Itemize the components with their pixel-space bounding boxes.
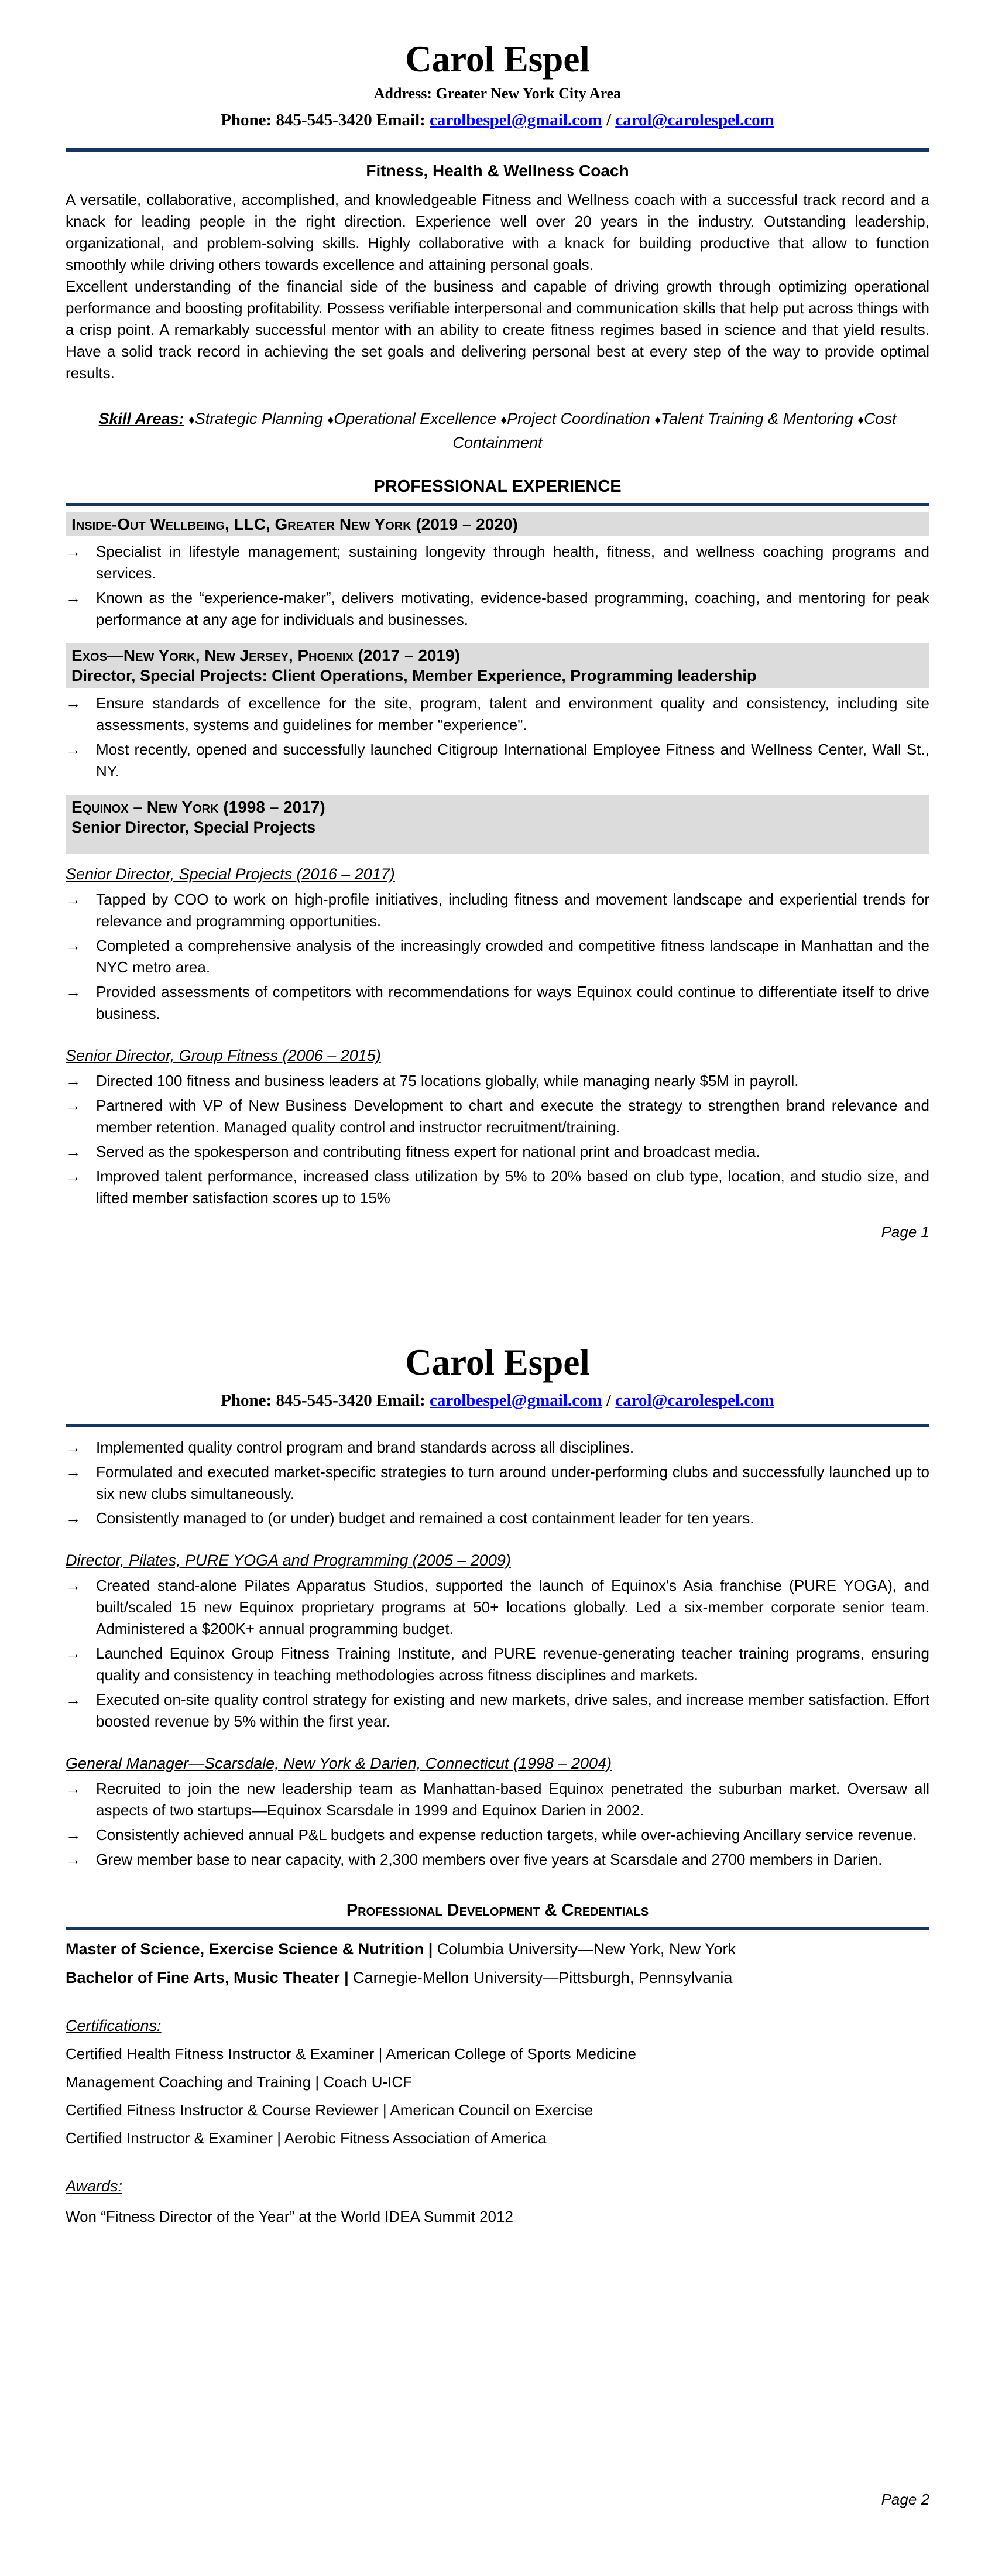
certifications-label: Certifications:	[66, 2016, 162, 2034]
arrow-bullet-icon: →	[66, 1644, 81, 1662]
arrow-bullet-icon: →	[66, 1509, 81, 1527]
company-band	[66, 512, 929, 536]
company-name: Inside-Out Wellbeing, LLC, Greater New York (2019 – 2020)	[71, 515, 518, 534]
education-item	[66, 1939, 929, 1959]
bullet-list	[66, 1437, 929, 1529]
page-number: Page 2	[881, 2491, 929, 2508]
resume-page-2	[0, 1293, 995, 2226]
arrow-bullet-icon: →	[66, 1072, 81, 1090]
diamond-bullet-icon: ♦	[500, 413, 507, 427]
phone-email-label: Phone: 845-545-3420 Email:	[221, 1390, 430, 1410]
arrow-bullet-icon: →	[66, 890, 81, 909]
bullet-list	[66, 1575, 929, 1732]
bullet-item: → Formulated and executed market-specific strategies to turn around under-performing clubs and successfully launched up to six new clubs simultaneously.	[66, 1461, 929, 1505]
arrow-bullet-icon: →	[66, 1850, 81, 1868]
skill-item: ♦Project Coordination	[500, 410, 650, 428]
arrow-bullet-icon: →	[66, 1438, 81, 1456]
bullet-item: → Launched Equinox Group Fitness Training Institute, and PURE revenue-generating teacher training programs, ensuring quality and consistency in teaching methodologies across fitness disciplines and markets.	[66, 1643, 929, 1686]
school-name: Columbia University—New York, New York	[433, 1940, 736, 1958]
job-role: Senior Director, Special Projects	[71, 818, 316, 837]
school-name: Carnegie-Mellon University—Pittsburgh, Pennsylvania	[348, 1968, 733, 1986]
horizontal-divider	[66, 503, 929, 506]
bullet-item: → Created stand-alone Pilates Apparatus Studios, supported the launch of Equinox's Asia franchise (PURE YOGA), and built/scaled 15 new Equinox proprietary programs at 50+ locations globally. Led a six-member corporate senior team. Administered a $200K+ annual programming budget.	[66, 1575, 929, 1640]
skill-areas-line	[66, 407, 929, 454]
page-title: Carol Espel	[405, 39, 590, 80]
role-headline: Fitness, Health & Wellness Coach	[366, 162, 629, 180]
arrow-bullet-icon: →	[66, 1825, 81, 1844]
horizontal-divider	[66, 1927, 929, 1930]
section-title-credentials: Professional Development & Credentials	[346, 1900, 649, 1920]
bullet-item: → Consistently managed to (or under) budget and remained a cost containment leader for ten years.	[66, 1508, 929, 1529]
job-role: Director, Special Projects: Client Operations, Member Experience, Programming leadership	[71, 667, 757, 685]
summary-paragraph: A versatile, collaborative, accomplished, and knowledgeable Fitness and Wellness coach with a successful track record and a knack for leading people in the right direction. Experience well over 20 years in the industry. Outstanding leadership, organizational, and problem-solving skills. Highly collaborative with a knack for building productive that allow to function smoothly while driving others towards excellence and attaining personal goals.	[66, 191, 929, 274]
subrole-title: Senior Director, Special Projects (2016 – 2017)	[66, 865, 395, 883]
bullet-item: → Implemented quality control program and brand standards across all disciplines.	[66, 1437, 929, 1458]
arrow-bullet-icon: →	[66, 1779, 81, 1797]
arrow-bullet-icon: →	[66, 1462, 81, 1481]
arrow-bullet-icon: →	[66, 694, 81, 712]
bullet-item: → Known as the “experience-maker”, delivers motivating, evidence-based programming, coaching, and mentoring for peak performance at any age for individuals and businesses.	[66, 587, 929, 631]
bullet-item: → Improved talent performance, increased class utilization by 5% to 20% based on club type, location, and studio size, and lifted member satisfaction scores up to 15%	[66, 1166, 929, 1209]
degree-name: Bachelor of Fine Arts, Music Theater |	[66, 1968, 349, 1986]
bullet-item: → Ensure standards of excellence for the site, program, talent and environment quality and consistency, including site assessments, systems and guidelines for member "experience".	[66, 693, 929, 736]
summary-paragraph: Excellent understanding of the financial side of the business and capable of driving growth through optimizing operational performance and boosting profitability. Possess verifiable interpersonal and communication skills that help put across things with a crisp point. A remarkably successful mentor with an ability to create fitness regimes based in science and that yield results. Have a solid track record in achieving the set goals and delivering personal best at every step of the way to provide optimal results.	[66, 278, 929, 382]
arrow-bullet-icon: →	[66, 543, 81, 561]
skill-areas-label: Skill Areas:	[98, 410, 184, 428]
email-link-primary[interactable]: carolbespel@gmail.com	[430, 111, 602, 130]
bullet-item: → Partnered with VP of New Business Development to chart and execute the strategy to strengthen brand relevance and member retention. Managed quality control and instructor recruitment/training.	[66, 1095, 929, 1138]
arrow-bullet-icon: →	[66, 1167, 81, 1186]
address-line: Address: Greater New York City Area	[373, 84, 622, 102]
arrow-bullet-icon: →	[66, 1576, 81, 1594]
certification-item: Certified Fitness Instructor & Course Reviewer | American Council on Exercise	[66, 2101, 593, 2119]
bullet-item: → Recruited to join the new leadership team as Manhattan-based Equinox penetrated the suburban market. Oversaw all aspects of two startups—Equinox Scarsdale in 1999 and Equinox Darien in 2002.	[66, 1778, 929, 1821]
bullet-list	[66, 1778, 929, 1871]
skill-item: ♦Operational Excellence	[327, 410, 496, 428]
horizontal-divider	[66, 1424, 929, 1427]
subrole-title: Senior Director, Group Fitness (2006 – 2015)	[66, 1047, 381, 1065]
diamond-bullet-icon: ♦	[857, 413, 864, 427]
contact-line	[66, 1389, 929, 1412]
email-link-secondary[interactable]: carol@carolespel.com	[615, 111, 774, 130]
horizontal-divider	[66, 148, 929, 152]
bullet-item: → Grew member base to near capacity, with 2,300 members over five years at Scarsdale and 2700 members in Darien.	[66, 1849, 929, 1871]
section-title-experience: PROFESSIONAL EXPERIENCE	[373, 477, 622, 496]
bullet-item: → Most recently, opened and successfully launched Citigroup International Employee Fitness and Wellness Center, Wall St., NY.	[66, 739, 929, 782]
skill-item: ♦Talent Training & Mentoring	[654, 410, 853, 428]
subrole-title: General Manager—Scarsdale, New York & Darien, Connecticut (1998 – 2004)	[66, 1754, 612, 1772]
arrow-bullet-icon: →	[66, 741, 81, 759]
arrow-bullet-icon: →	[66, 1143, 81, 1161]
company-band	[66, 643, 929, 688]
certification-item: Management Coaching and Training | Coach U-ICF	[66, 2073, 413, 2091]
degree-name: Master of Science, Exercise Science & Nutrition |	[66, 1940, 433, 1958]
award-item: Won “Fitness Director of the Year” at the World IDEA Summit 2012	[66, 2207, 513, 2225]
education-item	[66, 1968, 929, 1988]
arrow-bullet-icon: →	[66, 1097, 81, 1115]
bullet-item: → Consistently achieved annual P&L budgets and expense reduction targets, while over-achieving Ancillary service revenue.	[66, 1824, 929, 1846]
email-link-primary[interactable]: carolbespel@gmail.com	[430, 1390, 602, 1410]
contact-line	[66, 109, 929, 132]
awards-label: Awards:	[66, 2177, 123, 2195]
bullet-item: → Served as the spokesperson and contributing fitness expert for national print and broadcast media.	[66, 1141, 929, 1163]
bullet-list	[66, 693, 929, 782]
arrow-bullet-icon: →	[66, 1690, 81, 1708]
page-title: Carol Espel	[405, 1342, 590, 1383]
arrow-bullet-icon: →	[66, 937, 81, 955]
company-name: Exos—New York, New Jersey, Phoenix (2017 – 2019)	[71, 646, 460, 665]
certification-item: Certified Health Fitness Instructor & Examiner | American College of Sports Medicine	[66, 2044, 636, 2063]
company-band	[66, 795, 929, 854]
diamond-bullet-icon: ♦	[327, 413, 334, 427]
bullet-item: → Completed a comprehensive analysis of the increasingly crowded and competitive fitness landscape in Manhattan and the NYC metro area.	[66, 935, 929, 978]
subrole-title: Director, Pilates, PURE YOGA and Programming (2005 – 2009)	[66, 1551, 511, 1569]
skill-item: ♦Strategic Planning	[188, 410, 323, 428]
email-separator: /	[602, 1390, 616, 1410]
arrow-bullet-icon: →	[66, 983, 81, 1001]
phone-email-label: Phone: 845-545-3420 Email:	[221, 111, 430, 130]
skill-item: ♦Cost Containment	[452, 410, 897, 452]
bullet-item: → Provided assessments of competitors with recommendations for ways Equinox could continue to differentiate itself to drive business.	[66, 981, 929, 1025]
email-separator: /	[602, 111, 616, 130]
bullet-list	[66, 1070, 929, 1209]
company-name: Equinox – New York (1998 – 2017)	[71, 798, 325, 817]
bullet-item: → Executed on-site quality control strategy for existing and new markets, drive sales, and increase member satisfaction. Effort boosted revenue by 5% within the first year.	[66, 1689, 929, 1732]
certification-item: Certified Instructor & Examiner | Aerobic Fitness Association of America	[66, 2129, 547, 2147]
bullet-list	[66, 541, 929, 631]
email-link-secondary[interactable]: carol@carolespel.com	[615, 1390, 774, 1410]
diamond-bullet-icon: ♦	[654, 413, 661, 427]
diamond-bullet-icon: ♦	[188, 413, 195, 427]
page-number: Page 1	[881, 1223, 929, 1241]
bullet-item: → Directed 100 fitness and business leaders at 75 locations globally, while managing nearly $5M in payroll.	[66, 1070, 929, 1092]
arrow-bullet-icon: →	[66, 589, 81, 607]
bullet-item: → Tapped by COO to work on high-profile initiatives, including fitness and movement landscape and experiential trends for relevance and programming opportunities.	[66, 889, 929, 932]
bullet-item: → Specialist in lifestyle management; sustaining longevity through health, fitness, and wellness coaching programs and services.	[66, 541, 929, 584]
bullet-list	[66, 889, 929, 1025]
